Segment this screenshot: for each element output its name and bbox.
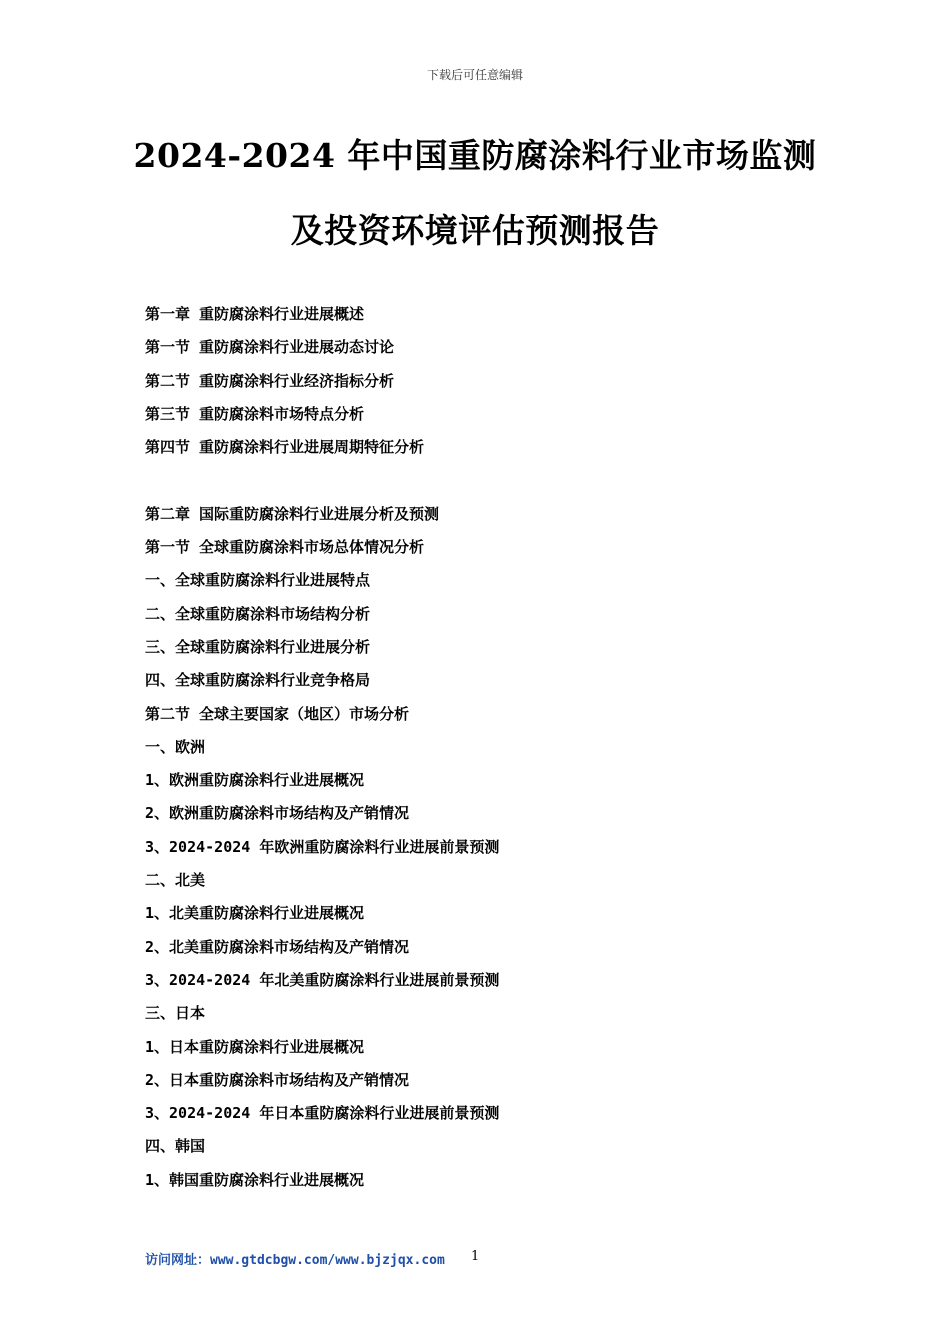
toc-item: 1、韩国重防腐涂料行业进展概况 xyxy=(145,1170,365,1189)
toc-item: 3、2024-2024 年欧洲重防腐涂料行业进展前景预测 xyxy=(145,837,500,856)
toc-item: 3、2024-2024 年北美重防腐涂料行业进展前景预测 xyxy=(145,970,500,989)
toc-item: 第二节 全球主要国家（地区）市场分析 xyxy=(145,704,410,723)
toc-item: 第三节 重防腐涂料市场特点分析 xyxy=(145,404,365,423)
toc-item: 第一节 全球重防腐涂料市场总体情况分析 xyxy=(145,538,425,557)
document-title-line-1: 2024-2024 年中国重防腐涂料行业市场监测 xyxy=(133,136,817,175)
toc-item: 第二节 重防腐涂料行业经济指标分析 xyxy=(145,371,395,390)
toc-item: 二、全球重防腐涂料市场结构分析 xyxy=(145,604,371,623)
document-title-line-2: 及投资环境评估预测报告 xyxy=(290,211,660,250)
toc-item: 一、全球重防腐涂料行业进展特点 xyxy=(145,571,371,590)
toc-item: 四、韩国 xyxy=(145,1137,206,1156)
toc-item: 第一章 重防腐涂料行业进展概述 xyxy=(145,305,365,323)
toc-item: 1、欧洲重防腐涂料行业进展概况 xyxy=(145,771,365,790)
toc-item: 一、欧洲 xyxy=(145,737,206,756)
toc-item: 二、北美 xyxy=(145,871,206,890)
toc-spacer xyxy=(145,468,845,501)
toc-item: 三、全球重防腐涂料行业进展分析 xyxy=(145,637,371,656)
footer-visit-url[interactable]: 访问网址：www.gtdcbgw.com/www.bjzjqx.com xyxy=(145,1253,445,1268)
page-number: 1 xyxy=(471,1249,480,1264)
toc-item: 第二章 国际重防腐涂料行业进展分析及预测 xyxy=(145,504,440,523)
toc-item: 1、日本重防腐涂料行业进展概况 xyxy=(145,1037,365,1056)
toc-item: 三、日本 xyxy=(145,1004,206,1023)
toc-item: 2、日本重防腐涂料市场结构及产销情况 xyxy=(145,1070,410,1089)
toc-item: 3、2024-2024 年日本重防腐涂料行业进展前景预测 xyxy=(145,1104,500,1123)
table-of-contents xyxy=(145,302,845,1201)
header-note: 下载后可任意编辑 xyxy=(426,68,523,82)
toc-item: 四、全球重防腐涂料行业竞争格局 xyxy=(145,671,371,690)
toc-item: 第四节 重防腐涂料行业进展周期特征分析 xyxy=(145,438,425,457)
toc-item: 1、北美重防腐涂料行业进展概况 xyxy=(145,904,365,923)
toc-item: 2、欧洲重防腐涂料市场结构及产销情况 xyxy=(145,804,410,823)
toc-item: 2、北美重防腐涂料市场结构及产销情况 xyxy=(145,937,410,956)
toc-item: 第一节 重防腐涂料行业进展动态讨论 xyxy=(145,338,395,357)
